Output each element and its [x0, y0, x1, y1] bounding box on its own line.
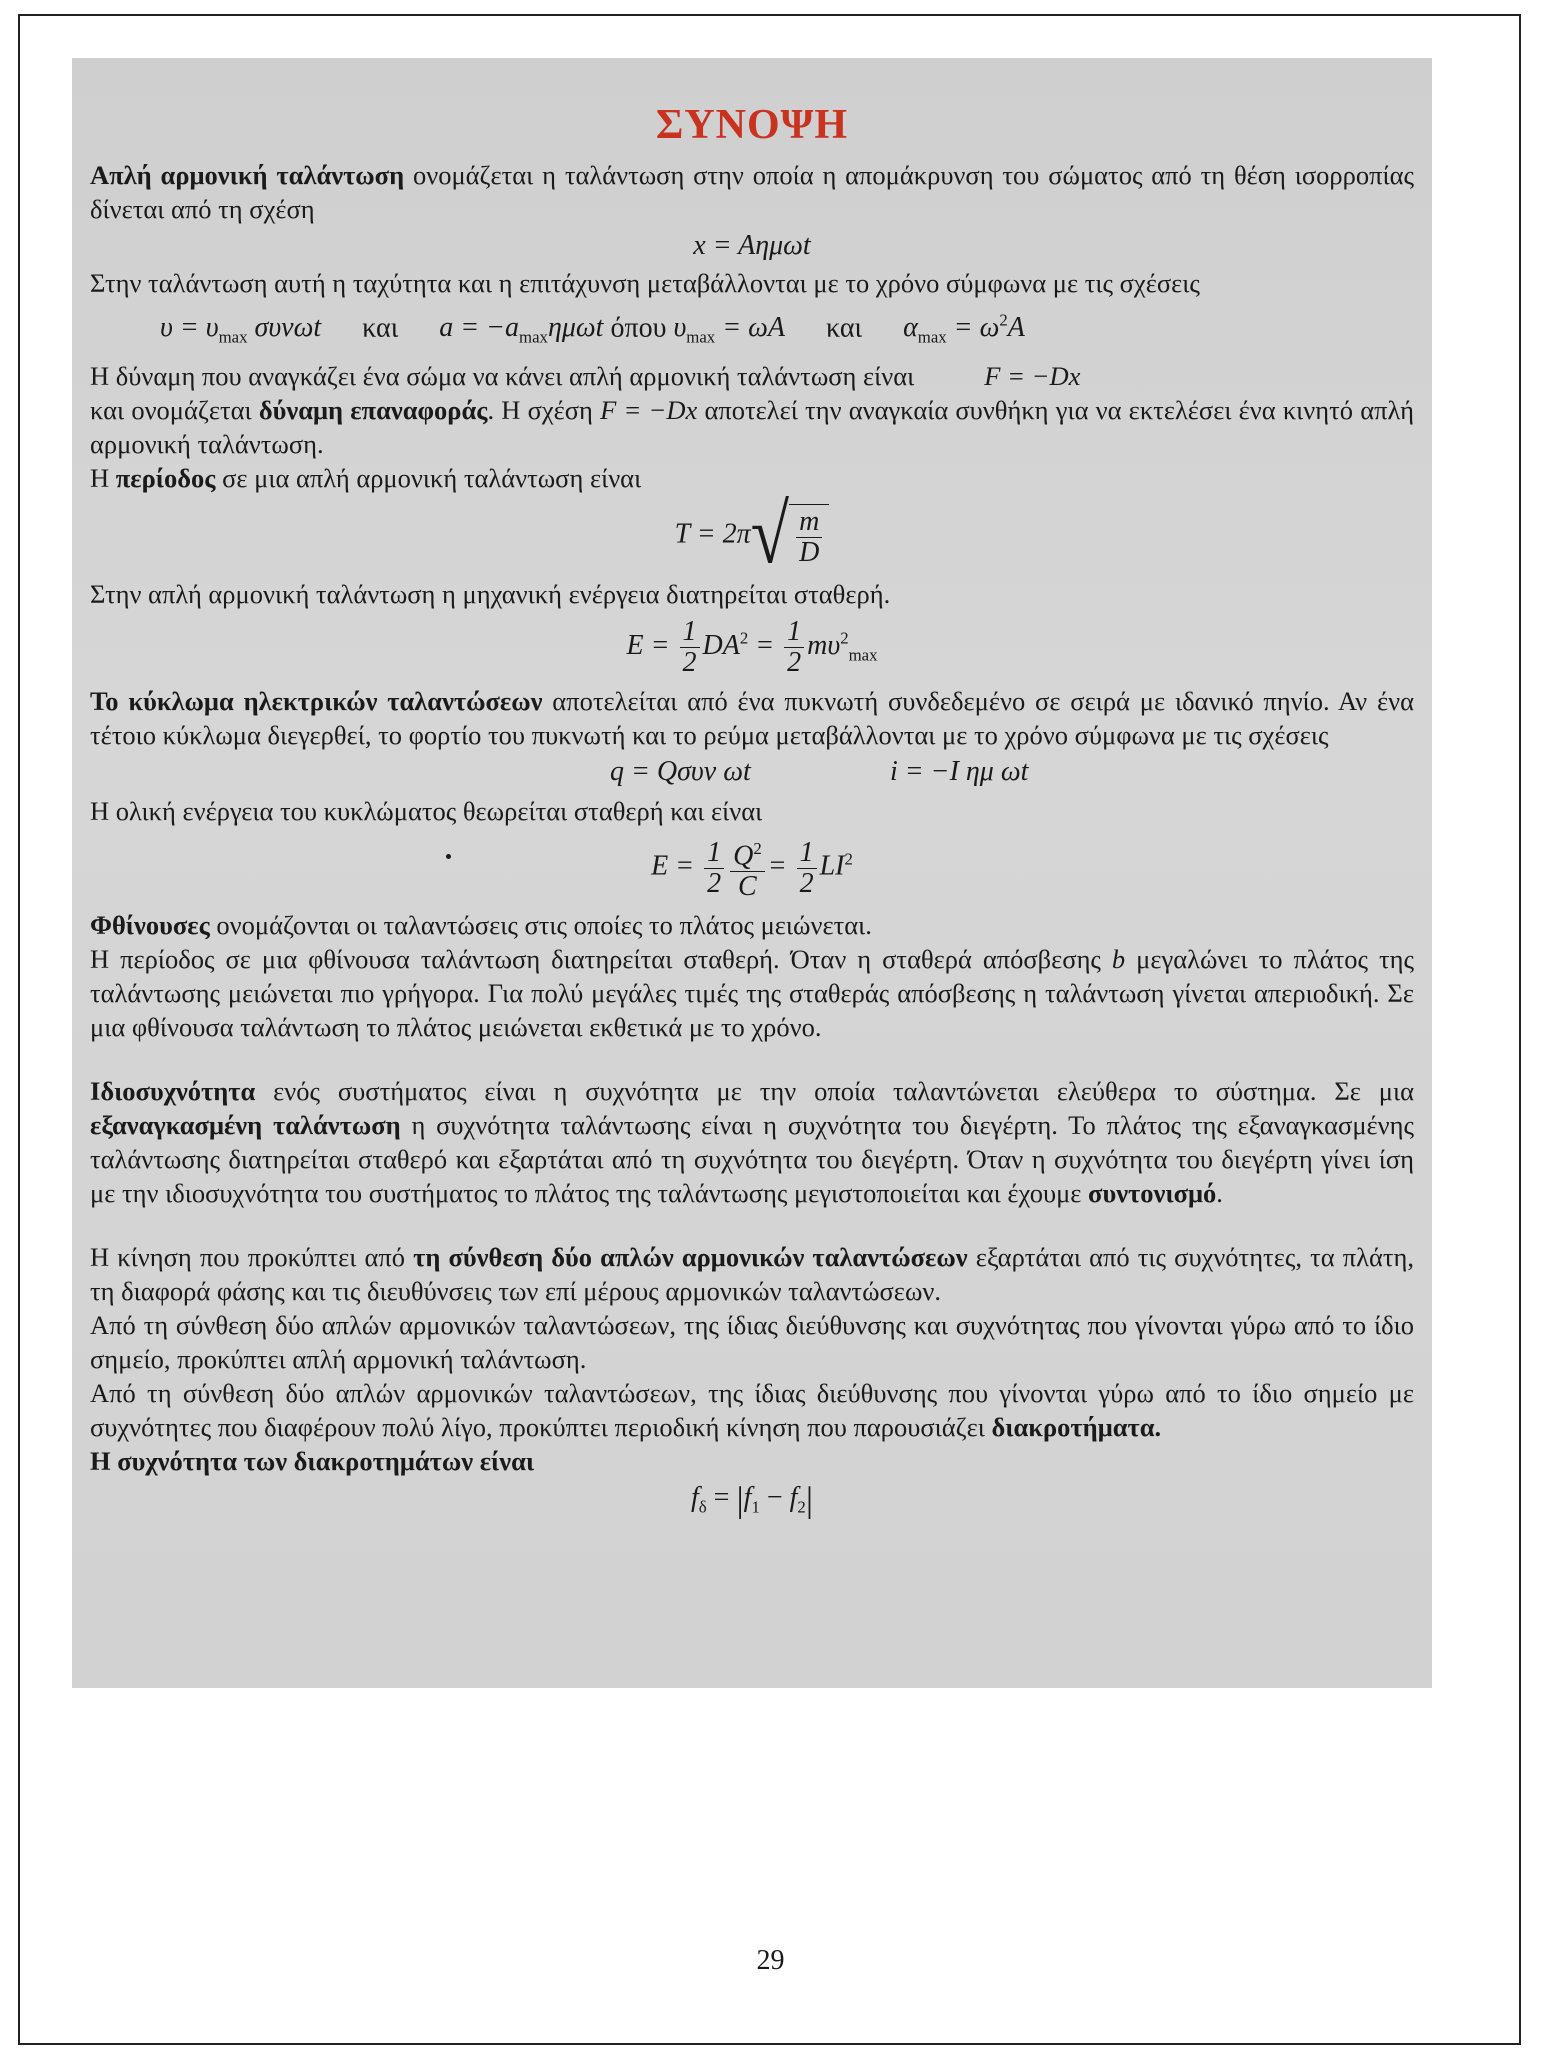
eq-word: και — [362, 312, 399, 344]
paragraph-beat-frequency — [90, 1444, 1414, 1478]
term-lc-circuit: Το κύκλωμα ηλεκτρικών ταλαντώσεων — [90, 685, 543, 716]
eq-sub: δ — [698, 1497, 707, 1517]
numerator — [730, 834, 765, 872]
term-restoring-force: δύναμη επαναφοράς — [258, 394, 488, 425]
paragraph-simple-harmonic — [90, 158, 1414, 226]
text: ενός συστήματος είναι η συχνότητα με την οποία ταλαντώνεται ελεύθερα το σύστημα. Σε μια — [255, 1076, 1414, 1107]
numerator: m — [796, 507, 822, 538]
eq-part: E = — [651, 850, 695, 882]
force-formula: F = −Dx — [600, 394, 698, 425]
eq-part: ημωt — [547, 312, 604, 344]
force-formula: F = −Dx — [984, 360, 1081, 391]
velocity-formula — [160, 312, 322, 347]
paragraph-composition — [90, 1240, 1414, 1308]
eq-part: a = −a — [439, 312, 520, 344]
eq-word: όπου — [610, 312, 667, 344]
paragraph-damped-period — [90, 942, 1414, 1044]
text: αποτελεί την αναγκαία συνθήκη για να εκτελέσει ένα κινητό απλή αρμονική ταλάντωση. — [90, 394, 1414, 459]
eq-sup: 2 — [999, 311, 1008, 330]
paragraph-resonance — [90, 1074, 1414, 1210]
fraction — [704, 838, 724, 899]
eq-part: A — [1007, 312, 1025, 344]
fraction — [730, 834, 765, 902]
equation-beat-frequency — [90, 1480, 1414, 1526]
sqrt-body — [789, 504, 829, 568]
paragraph-velocity-acceleration: Στην ταλάντωση αυτή η ταχύτητα και η επιτάχυνση μεταβάλλονται με το χρόνο σύμφωνα με τις σχέσεις — [90, 268, 1200, 298]
text: Η δύναμη που αναγκάζει ένα σώμα να κάνει απλή αρμονική ταλάντωση είναι — [90, 360, 915, 391]
eq-part: f — [743, 1482, 752, 1514]
paragraph-damped — [90, 908, 1414, 942]
text: μεγαλώνει το πλάτος της ταλάντωσης μειώνεται πιο γρήγορα. Για πολύ μεγάλες τιμές της σταθεράς απόσβεσης η ταλάντωση γίνεται απεριοδική. Σε μια φθίνουσα ταλάντωση το πλάτος μειώνεται εκθετικά με το χρόνο. — [90, 944, 1414, 1043]
eq-sup: 2 — [844, 849, 853, 869]
equation-mechanical-energy — [90, 617, 1414, 678]
eq-part: f — [690, 1482, 699, 1514]
text: Η — [90, 462, 116, 493]
denominator: 2 — [787, 646, 802, 678]
paragraph-restoring-force-name — [90, 393, 1414, 461]
numerator: 1 — [704, 838, 724, 869]
text: και ονομάζεται — [90, 394, 259, 425]
denominator: 2 — [799, 867, 814, 899]
damping-symbol: b — [1111, 944, 1126, 975]
term-composition: τη σύνθεση δύο απλών αρμονικών ταλαντώσεων — [413, 1242, 968, 1273]
eq-part: = ω — [946, 312, 1000, 344]
equation-period — [90, 489, 1414, 582]
eq-part: T = 2π — [674, 518, 751, 550]
denominator: D — [799, 536, 820, 568]
paragraph-restoring-force — [90, 359, 1414, 393]
eq-part: LI — [819, 850, 845, 882]
eq-part: = — [748, 629, 775, 661]
vmax-formula — [673, 312, 785, 347]
current-formula: i = −I ημ ωt — [890, 755, 1029, 787]
eq-part: = ωA — [715, 312, 785, 344]
term-period: περίοδος — [115, 462, 216, 493]
eq-part: = — [767, 850, 787, 882]
eq-word: και — [825, 312, 863, 344]
numerator: 1 — [784, 617, 804, 648]
text: ονομάζονται οι ταλαντώσεις στις οποίες το πλάτος μειώνεται. — [209, 910, 872, 941]
term-damped: Φθίνουσες — [90, 910, 210, 941]
eq-sub: max — [917, 327, 947, 347]
paragraph-lc-circuit — [90, 684, 1414, 752]
abs-bar: | — [736, 1479, 744, 1520]
eq-part: συνωt — [247, 312, 322, 344]
summary-title: ΣΥΝΟΨΗ — [655, 102, 849, 148]
term-resonance: συντονισμό — [1088, 1178, 1217, 1209]
numerator: 1 — [797, 838, 817, 869]
eq-sub: max — [686, 327, 716, 347]
numerator: 1 — [680, 617, 700, 648]
equation-lc-energy — [90, 834, 1414, 902]
eq-sup: 2 — [753, 838, 762, 858]
eq-part: Q — [733, 840, 754, 872]
eq-part: − — [759, 1482, 790, 1514]
text: σε μια απλή αρμονική ταλάντωση είναι — [215, 462, 642, 493]
page-number: 29 — [756, 1945, 785, 1976]
eq-part: = — [706, 1482, 737, 1514]
eq-sub: max — [519, 327, 548, 347]
abs-bar: | — [805, 1479, 814, 1520]
eq-part: f — [789, 1482, 798, 1514]
eq-sub: 2 — [797, 1497, 806, 1517]
paragraph-same-frequency: Από τη σύνθεση δύο απλών αρμονικών ταλαντώσεων, της ίδιας διεύθυνσης και συχνότητας που γίνονται γύρω από το ίδιο σημείο, προκύπτει απλή αρμονική ταλάντωση. — [90, 1310, 1414, 1375]
text: ονομάζεται η ταλάντωση στην οποία η απομάκρυνση του σώματος από τη θέση ισορροπίας δίνεται από τη σχέση — [90, 160, 1414, 224]
text: αποτελείται από ένα πυκνωτή συνδεδεμένο σε σειρά με ιδανικό πηνίο. Αν ένα τέτοιο κύκλωμα διεγερθεί, το φορτίο του πυκνωτή και το ρεύμα μεταβάλλονται με το χρόνο σύμφωνα με τις σχέσεις — [90, 685, 1414, 750]
term-simple-harmonic: Απλή αρμονική ταλάντωση — [90, 160, 405, 190]
equation-velocity-acceleration — [160, 302, 1414, 357]
term-natural-frequency: Ιδιοσυχνότητα — [90, 1076, 256, 1107]
eq-sup: 2 — [840, 628, 849, 648]
eq-part: E = — [626, 629, 670, 661]
eq-part: υ = υ — [160, 312, 219, 344]
fraction — [797, 838, 817, 899]
paragraph-lc-energy: Η ολική ενέργεια του κυκλώματος θεωρείται σταθερή και είναι — [90, 795, 763, 826]
denominator: C — [738, 871, 757, 903]
charge-formula: q = Qσυν ωt — [610, 755, 751, 787]
text: . Η σχέση — [487, 394, 601, 425]
denominator: 2 — [682, 646, 697, 678]
term-forced-oscillation: εξαναγκασμένη ταλάντωση — [90, 1110, 401, 1141]
denominator: 2 — [707, 867, 722, 899]
text: Από τη σύνθεση δύο απλών αρμονικών ταλαντώσεων, της ίδιας διεύθυνσης που γίνονται γύρω από το ίδιο σημείο με συχνότητες που διαφέρουν πολύ λίγο, προκύπτει περιοδική κίνηση που παρουσιάζει — [90, 1378, 1414, 1443]
paragraph-beats — [90, 1376, 1414, 1444]
acceleration-formula — [439, 312, 604, 347]
text: Η περίοδος σε μια φθίνουσα ταλάντωση διατηρείται σταθερή. Όταν η σταθερά απόσβεσης — [90, 944, 1112, 975]
text: Η κίνηση που προκύπτει από — [90, 1242, 414, 1273]
eq-part: υ — [673, 312, 687, 344]
amax-formula — [903, 311, 1025, 347]
equation-lc-charge-current — [90, 752, 1414, 794]
text: η συχνότητα ταλάντωσης είναι η συχνότητα του διεγέρτη. Το πλάτος της εξαναγκασμένης ταλάντωσης διατηρείται σταθερό και εξαρτάται από τη συχνότητα του διεγέρτη. Όταν η συχνότητα του διεγέρτη γίνει ίση με την ιδιοσυχνότητα του συστήματος το πλάτος της ταλάντωσης μεγιστοποιείται και έχουμε — [90, 1110, 1414, 1209]
eq-sub: max — [848, 645, 878, 665]
fraction — [680, 617, 700, 678]
eq-sub: 1 — [751, 1497, 760, 1517]
summary-box — [72, 58, 1432, 1688]
stray-dot — [446, 854, 451, 859]
eq-sup: 2 — [739, 628, 749, 648]
fraction — [784, 617, 804, 678]
term-beat-frequency: Η συχνότητα των διακροτημάτων είναι — [90, 1446, 535, 1477]
eq-part: DA — [702, 629, 740, 661]
paragraph-energy-conservation: Στην απλή αρμονική ταλάντωση η μηχανική ενέργεια διατηρείται σταθερή. — [90, 578, 891, 609]
text: . — [1216, 1178, 1223, 1209]
equation-displacement: x = Aημωt — [693, 230, 811, 261]
eq-sub: max — [218, 327, 248, 347]
square-root — [750, 489, 830, 582]
eq-part: mυ — [807, 629, 841, 661]
fraction — [796, 507, 822, 568]
term-beats: διακροτήματα. — [991, 1412, 1162, 1443]
eq-part: α — [903, 312, 918, 344]
sqrt-sign: √ — [750, 489, 790, 582]
text: εξαρτάται από τις συχνότητες, τα πλάτη, τη διαφορά φάσης και τις διευθύνσεις των επί μέρους αρμονικών ταλαντώσεων. — [90, 1242, 1414, 1307]
